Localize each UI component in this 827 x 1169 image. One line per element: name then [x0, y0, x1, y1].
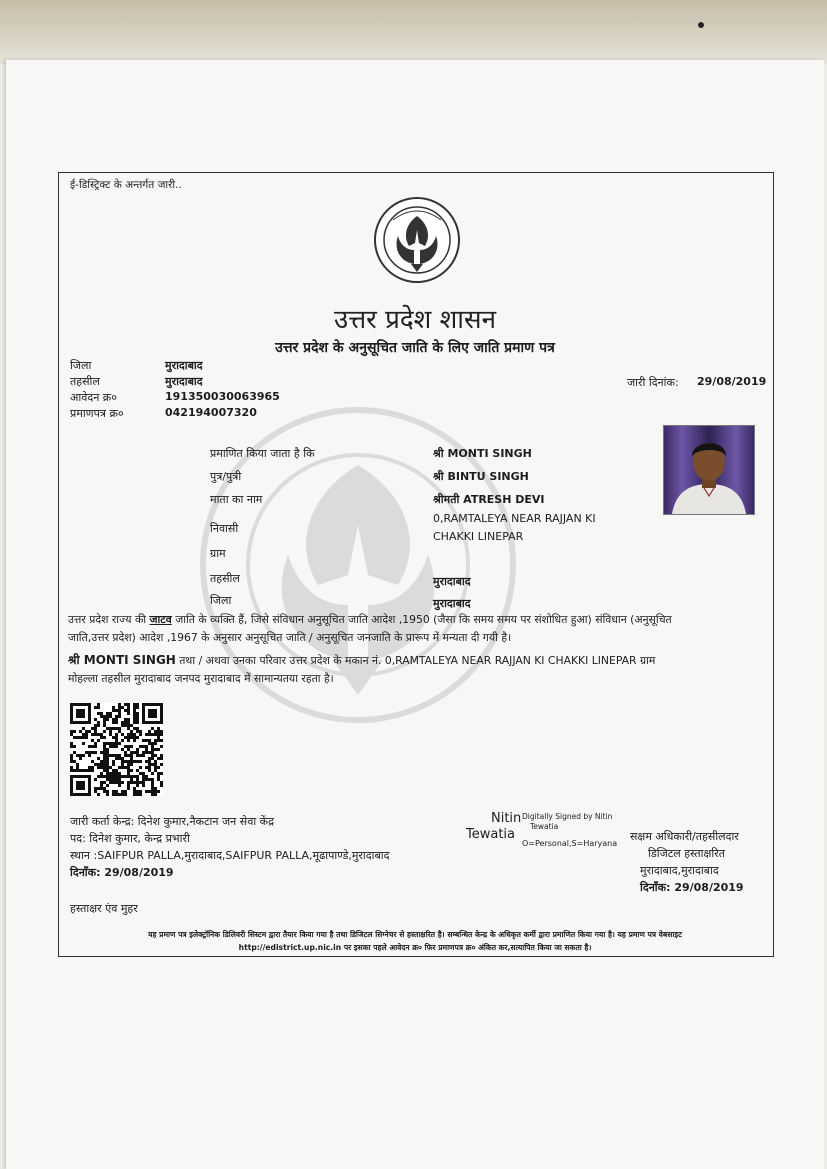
application-number: 191350030063965: [165, 390, 280, 403]
caste-para-prefix: उत्तर प्रदेश राज्य की: [68, 613, 147, 626]
residence-paragraph: [68, 651, 760, 688]
resident-address-line2: CHAKKI LINEPAR: [433, 530, 524, 543]
signature-note-line1: Digitally Signed by Nitin: [522, 812, 613, 821]
residence-holder-name: श्री MONTI SINGH: [68, 653, 176, 667]
signature-note-line3: O=Personal,S=Haryana: [522, 839, 618, 848]
signer-name-line2: Tewatia: [466, 827, 516, 842]
details-tehsil-value: मुरादाबाद: [433, 575, 471, 588]
caste-paragraph: [68, 611, 760, 647]
father-name: श्री BINTU SINGH: [433, 470, 529, 483]
mother-label: माता का नाम: [210, 493, 263, 506]
certificate-label: प्रमाणपत्र क्र०: [70, 407, 124, 420]
certified-label: प्रमाणित किया जाता है कि: [210, 447, 315, 460]
caste-para-line2: जाति,उत्तर प्रदेश) आदेश ,1967 के अनुसार अनुसूचित जाति / अनुसूचित जनजाति के प्रारूप में मन्यता दी गयी है।: [68, 631, 512, 644]
certificate-subtitle: उत्तर प्रदेश के अनुसूचित जाति के लिए जाति प्रमाण पत्र: [275, 340, 555, 356]
scanner-background: [0, 0, 827, 64]
qr-code: [70, 703, 163, 796]
details-district-value: मुरादाबाद: [433, 597, 471, 610]
residence-para-rest: तथा / अथवा उनका परिवार उत्तर प्रदेश के मकान नं. 0,RAMTALEYA NEAR RAJJAN KI CHAKKI LINEPAR ग्राम: [179, 654, 656, 667]
tehsil-value: मुरादाबाद: [165, 375, 203, 388]
certificate-title: उत्तर प्रदेश शासन: [333, 305, 497, 335]
footer-note-line1: यह प्रमाण पत्र इलेक्ट्रॉनिक डिलिवरी सिस्टम द्वारा तैयार किया गया है तथा डिजिटल सिग्नेचर से हस्ताक्षरित है। सम्बन्धित केन्द्र के अधिकृत कर्मी द्वारा प्रमाणित किया गया है। यह प्रमाण पत्र वेबसाइट: [148, 930, 682, 939]
child-of-label: पुत्र/पुत्री: [210, 470, 242, 483]
tehsil-label: तहसील: [70, 375, 100, 388]
authority-location: मुरादाबाद,मुरादाबाद: [640, 864, 719, 877]
authority-digital-sign: डिजिटल हस्ताक्षरित: [648, 847, 725, 860]
caste-name: जाटव: [149, 613, 172, 626]
issue-date: 29/08/2019: [697, 375, 767, 388]
resident-address-line1: 0,RAMTALEYA NEAR RAJJAN KI: [433, 512, 596, 525]
issuing-center: जारी कर्ता केन्द्र: दिनेश कुमार,नैकटान जन सेवा केंद्र: [70, 815, 274, 828]
authority-title: सक्षम अधिकारी/तहसीलदार: [630, 830, 739, 843]
up-emblem-icon: [373, 196, 461, 284]
issue-date-label: जारी दिनांक:: [627, 376, 679, 389]
village-label: ग्राम: [210, 547, 226, 560]
district-value: मुरादाबाद: [165, 359, 203, 372]
resident-label: निवासी: [210, 522, 239, 535]
issuer-post: पद: दिनेश कुमार, केन्द्र प्रभारी: [70, 832, 190, 845]
issue-place: स्थान :SAIFPUR PALLA,मुरादाबाद,SAIFPUR PALLA,मूढापाण्डे,मुरादाबाद: [70, 849, 390, 862]
residence-para-line2: मोहल्ला तहसील मुरादाबाद जनपद मुरादाबाद में सामान्यतया रहता है।: [68, 672, 334, 685]
signature-note-line2: Tewatia: [530, 822, 559, 831]
application-label: आवेदन क्र०: [70, 391, 117, 404]
details-tehsil-label: तहसील: [210, 572, 240, 585]
header-note: ई-डिस्ट्रिक्ट के अन्तर्गत जारी..: [70, 179, 182, 191]
ink-mark: [698, 22, 704, 28]
mother-name: श्रीमती ATRESH DEVI: [433, 493, 545, 506]
district-label: जिला: [70, 359, 92, 372]
caste-para-rest: जाति के व्यक्ति हैं, जिसे संविधान अनुसूचित जाति आदेश ,1950 (जैसा कि समय समय पर संशोधित हुआ) संविधान (अनुसूचित: [175, 613, 672, 626]
holder-photo: [663, 425, 755, 515]
certificate-number: 042194007320: [165, 406, 257, 419]
signer-name-line1: Nitin: [491, 811, 522, 826]
details-district-label: जिला: [210, 594, 232, 607]
issuer-date: दिनाँक: 29/08/2019: [70, 866, 174, 879]
authority-date: दिनाँक: 29/08/2019: [640, 881, 744, 894]
holder-name: श्री MONTI SINGH: [433, 447, 532, 460]
portrait-image: [664, 426, 754, 514]
signature-seal-label: हस्ताक्षर एंव मुहर: [70, 902, 138, 915]
footer-note-line2: http://edistrict.up.nic.in पर इसका पहले आवेदन क्र० फिर प्रमाणपत्र क्र० अंकित कर,सत्यापित किया जा सकता है।: [238, 943, 592, 952]
